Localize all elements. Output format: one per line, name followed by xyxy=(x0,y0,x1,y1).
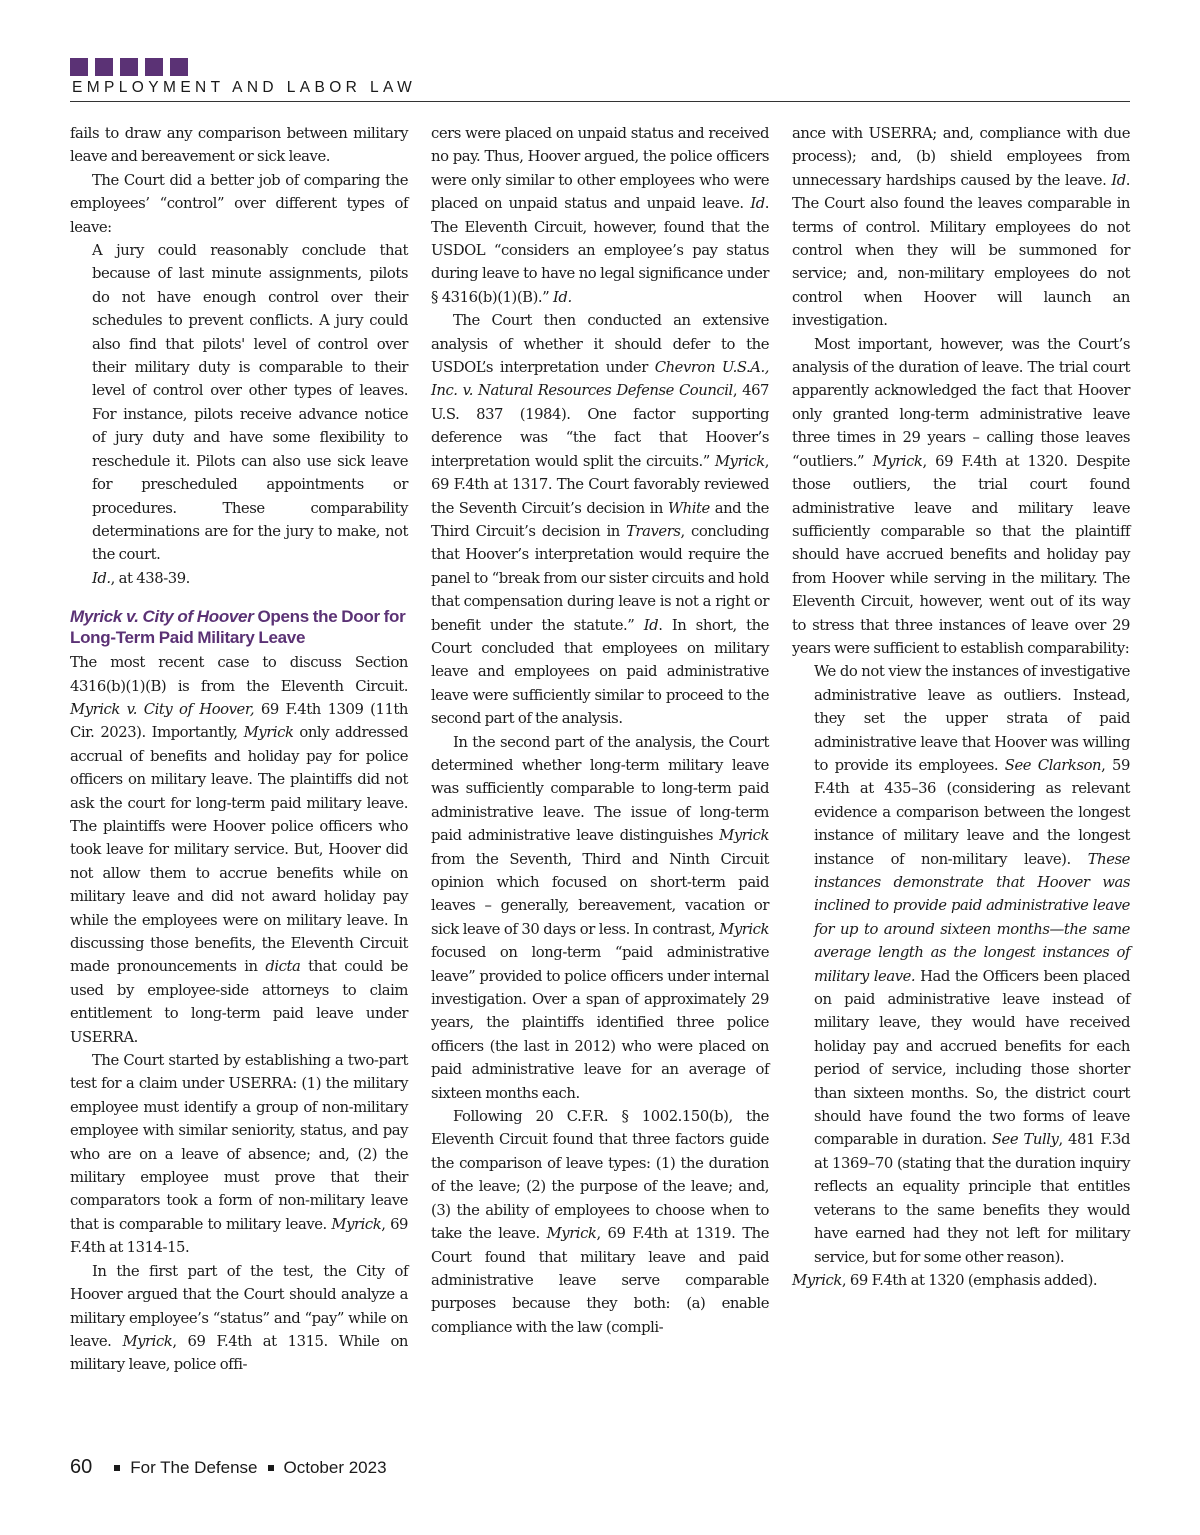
text-run: , 59 F.4th at 435–36 (considering as relevant evidence a comparison between the longest instance of military leave and the longest instance of non-military leave). xyxy=(814,756,1130,868)
paragraph xyxy=(70,1049,408,1260)
column-2 xyxy=(431,122,769,1339)
text-run: . In short, the Court concluded that employees on military leave and employees on paid administrative leave were sufficiently similar to proceed to the second part of the analysis. xyxy=(431,616,769,728)
square-ornament xyxy=(145,58,163,76)
text-run: We do not view the instances of investigative administrative leave as outliers. Instead, they set the upper strata of paid administrative leave that Hoover was willing to provide its employees. xyxy=(814,663,1130,774)
case-name: Myrick xyxy=(243,724,294,742)
square-ornament xyxy=(120,58,138,76)
text-run: , 69 F.4th at 1320. Despite those outliers, the trial court found administrative leave and military leave sufficiently comparable so that the plaintiff should have accrued benefits and holiday pay from Hoover while serving in the military. The Eleventh Circuit, however, went out of its way to stress that three instances of leave over 29 years were sufficient to establish comparability: xyxy=(792,452,1130,657)
block-quote: A jury could reasonably conclude that because of last minute assignments, pilots do not have enough control over their schedules to prevent conflicts. A jury could also find that pilots' level of control over their military duty is comparable to their level of control over other types of leaves. For instance, pilots receive advance notice of jury duty and have some flexibility to reschedule it. Pilots can also use sick leave for prescheduled appointments or procedures. These comparability determinations are for the jury to make, not the court. xyxy=(92,242,408,564)
publication-name: For The Defense xyxy=(130,1457,258,1477)
text-run: Most important, however, was the Court’s analysis of the duration of leave. The trial court apparently acknowledged the fact that Hoover only granted long-term administrative leave three times in 29 years – calling those leaves “outliers.” xyxy=(792,335,1130,470)
text-run: , 481 F.3d at 1369–70 (stating that the duration inquiry reflects an equality principle that entitles veterans to the same benefits they would have earned had they not left for military service, but for some other reason). xyxy=(814,1131,1131,1266)
text-run: , concluding that Hoover’s interpretation would require the panel to “break from our sister circuits and hold that compensation during leave is not a right or benefit under the statute.” xyxy=(431,522,769,634)
citation-italic: Id xyxy=(750,195,765,213)
column-1 xyxy=(70,122,408,1377)
case-name: Myrick xyxy=(719,827,769,845)
column-3 xyxy=(792,122,1130,1292)
text-run: focused on long-term “paid administrative leave” provided to police officers under internal investigation. Over a span of approximately 29 years, the plaintiffs identified three police officers (the last in 2012) who were placed on paid administrative leave for an average of sixteen months each. xyxy=(431,944,769,1102)
case-name: Myrick xyxy=(792,1271,842,1289)
square-ornament xyxy=(170,58,188,76)
text-run: . The Eleventh Circuit, however, found that the USDOL “considers an employee’s pay status during leave to have no legal significance under § 4316(b)(1)(B).” xyxy=(431,195,769,306)
text-run: Had the Officers been placed on paid administrative leave instead of military leave, they would have received holiday pay and accrued benefits for each period of service, including those shorter than sixteen months. So, the district court should have found the two forms of leave comparable in duration. xyxy=(814,967,1131,1149)
subheading-text: Opens the Door for Long-Term Paid Military Leave xyxy=(70,607,406,648)
text-run: , 69 F.4th at 1314-15. xyxy=(70,1215,409,1257)
text-run: The Court started by establishing a two-part test for a claim under USERRA: (1) the military employee must identify a group of non-military employee with similar seniority, status, and pay who are on a leave of absence; and, (2) the military employee must prove that their comparators took a form of non-military leave that is comparable to military leave. xyxy=(70,1052,408,1233)
paragraph xyxy=(431,1105,769,1339)
paragraph xyxy=(792,122,1130,333)
text-run: The Court then conducted an extensive analysis of whether it should defer to the USDOL’s interpretation under xyxy=(431,312,769,377)
text-run: and the Third Circuit’s decision in xyxy=(431,499,769,540)
text-run: , 69 F.4th at 1320 (emphasis added). xyxy=(841,1271,1098,1289)
citation-italic: Id. xyxy=(92,569,111,587)
citation-italic: See Clarkson xyxy=(1004,756,1102,774)
header-rule xyxy=(70,101,1130,102)
text-run: ance with USERRA; and, compliance with due process); and, (b) shield employees from unnecessary hardships caused by the leave. xyxy=(792,125,1130,189)
paragraph xyxy=(431,309,769,730)
citation-italic: See Tully xyxy=(991,1131,1059,1149)
case-name: Myrick xyxy=(122,1332,173,1350)
case-name: Myrick xyxy=(714,452,765,470)
italic-term: dicta xyxy=(265,958,301,976)
paragraph: fails to draw any comparison between military leave and bereavement or sick leave. xyxy=(70,125,408,166)
text-run: Following 20 C.F.R. § 1002.150(b), the Eleventh Circuit found that three factors guide the comparison of leave types: (1) the duration of the leave; (2) the purpose of the leave; and, (3) the ability of employees to choose when to take the leave. xyxy=(431,1108,769,1243)
subheading xyxy=(70,606,408,648)
quote-citation xyxy=(70,567,408,590)
paragraph: The Court did a better job of comparing the employees’ “control” over different types of leave: xyxy=(70,171,408,236)
text-run: , 467 U.S. 837 (1984). One factor supporting deference was “the fact that Hoover’s interpretation would split the circuits.” xyxy=(431,382,770,470)
case-name: Myrick xyxy=(872,452,923,470)
case-name: Myrick v. City of Hoover, xyxy=(70,700,255,718)
paragraph xyxy=(431,122,769,309)
case-name: Chevron U.S.A., Inc. v. Natural Resources Defense Council xyxy=(431,359,770,400)
subheading-case: Myrick v. City of Hoover xyxy=(70,607,254,627)
text-run: In the first part of the test, the City of Hoover argued that the Court should analyze a military employee’s “status” and “pay” while on leave. xyxy=(70,1262,408,1350)
text-run: In the second part of the analysis, the Court determined whether long-term military leave was sufficiently comparable to long-term paid administrative leave. The issue of long-term paid administrative leave distinguishes xyxy=(431,733,769,845)
paragraph xyxy=(70,1260,408,1377)
block-quote xyxy=(792,660,1130,1269)
quote-citation xyxy=(792,1269,1130,1292)
bullet-separator xyxy=(114,1465,120,1471)
emphasized-text: These instances demonstrate that Hoover was inclined to provide paid administrative leave for up to around sixteen months—the same average length as the longest instances of military leave. xyxy=(814,850,1130,985)
bullet-separator xyxy=(268,1465,274,1471)
page-footer xyxy=(70,1456,387,1479)
text-run: . The Court also found the leaves comparable in terms of control. Military employees do not control when they will be summoned for service; and, non-military employees do not control when Hoover will launch an investigation. xyxy=(792,171,1130,330)
text-run: , 69 F.4th at 1319. The Court found that military leave and paid administrative leave serve comparable purposes because they both: (a) enable compliance with the law (compli- xyxy=(431,1225,770,1336)
section-title: EMPLOYMENT AND LABOR LAW xyxy=(72,79,417,96)
paragraph xyxy=(792,333,1130,661)
text-run: 69 F.4th 1309 (11th Cir. 2023). Importantly, xyxy=(70,700,408,742)
text-run: , 69 F.4th at 1315. While on military leave, police offi- xyxy=(70,1332,408,1374)
citation-italic: Id xyxy=(1111,171,1126,189)
text-run: from the Seventh, Third and Ninth Circuit opinion which focused on short-term paid leaves – generally, bereavement, vacation or sick leave of 30 days or less. In contrast, xyxy=(431,850,769,938)
issue-date: October 2023 xyxy=(283,1457,387,1477)
text-run: cers were placed on unpaid status and received no pay. Thus, Hoover argued, the police officers were only similar to other employees who were placed on unpaid status and unpaid leave. xyxy=(431,125,769,213)
citation-italic: Id. xyxy=(553,288,572,306)
case-name: Myrick xyxy=(331,1215,382,1233)
text-run: , 69 F.4th at 1317. The Court favorably reviewed the Seventh Circuit’s decision in xyxy=(431,452,769,517)
text-run: The most recent case to discuss Section 4316(b)(1)(B) is from the Eleventh Circuit. xyxy=(70,654,408,695)
paragraph xyxy=(70,651,408,1049)
text-run: only addressed accrual of benefits and holiday pay for police officers on military leave. The plaintiffs did not ask the court for long-term paid military leave. The plaintiffs were Hoover police officers who took leave for military service. But, Hoover did not allow them to accrue benefits while on military leave and did not award holiday pay while the employees were on military leave. In discussing those benefits, the Eleventh Circuit made pronouncements in xyxy=(70,724,408,976)
paragraph xyxy=(431,731,769,1106)
text-run: that could be used by employee-side attorneys to claim entitlement to long-term paid leave under USERRA. xyxy=(70,958,408,1046)
case-name: White xyxy=(667,499,710,517)
square-ornament xyxy=(95,58,113,76)
case-name: Myrick xyxy=(546,1225,597,1243)
citation-text: , at 438-39. xyxy=(110,569,190,587)
page-number: 60 xyxy=(70,1456,93,1478)
case-name: Travers xyxy=(626,522,681,540)
citation-italic: Id xyxy=(643,616,659,634)
header-squares xyxy=(70,58,188,76)
case-name: Myrick xyxy=(719,920,769,938)
square-ornament xyxy=(70,58,88,76)
